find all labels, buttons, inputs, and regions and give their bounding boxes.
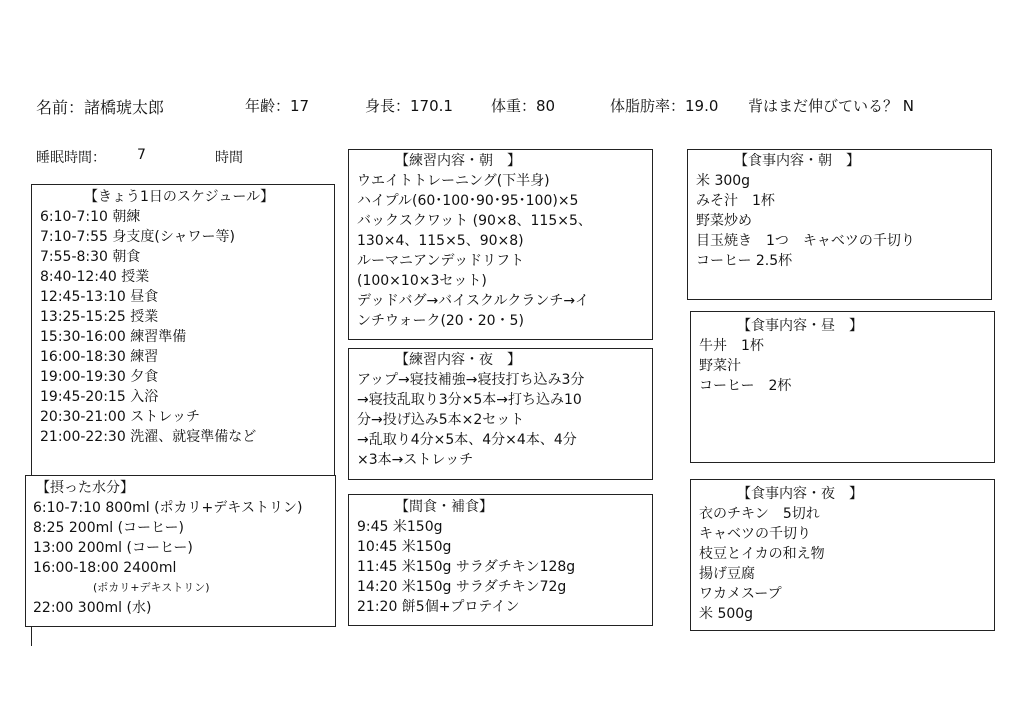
- meal-night-item: ワカメスープ: [699, 586, 782, 602]
- training-morning-item: バックスクワット (90×8、115×5、: [357, 213, 592, 229]
- schedule-title: 【きょう1日のスケジュール】: [84, 189, 275, 205]
- meal-night-item: キャベツの千切り: [699, 526, 811, 542]
- snack-item: 14:20 米150g サラダチキン72g: [357, 579, 567, 595]
- snack-item: 11:45 米150g サラダチキン128g: [357, 559, 576, 575]
- schedule-item: 21:00-22:30 洗濯、就寝準備など: [40, 429, 257, 445]
- meal-morning-item: 目玉焼き 1つ キャベツの千切り: [696, 233, 915, 249]
- water-item: (ポカリ+デキストリン): [93, 581, 210, 594]
- training-night-item: アップ→寝技補強→寝技打ち込み3分: [357, 372, 585, 388]
- name-label: 名前：諸橋琥太郎: [36, 98, 165, 117]
- training-night-box: [348, 348, 653, 480]
- schedule-item: 15:30-16:00 練習準備: [40, 329, 187, 345]
- water-item: 16:00-18:00 2400ml: [33, 560, 177, 576]
- meal-noon-item: 牛丼 1杯: [699, 338, 764, 354]
- schedule-list: [32, 207, 334, 447]
- meal-night-item: 衣のチキン 5切れ: [699, 506, 820, 522]
- growth-question: 背はまだ伸びている？ N: [748, 97, 914, 115]
- snacks-box: [348, 494, 653, 626]
- water-box-tail: [31, 626, 32, 646]
- training-morning-box: [348, 149, 653, 340]
- training-morning-item: (100×10×3セット): [357, 273, 487, 289]
- meal-morning-title: 【食事内容・朝 】: [734, 153, 860, 169]
- schedule-item: 12:45-13:10 昼食: [40, 289, 159, 305]
- meal-noon-item: コーヒー 2杯: [699, 378, 792, 394]
- meal-morning-item: 野菜炒め: [696, 213, 752, 229]
- meal-morning-box: [687, 149, 992, 300]
- snacks-list: [349, 517, 652, 617]
- water-item: 8:25 200ml (コーヒー): [33, 520, 184, 536]
- schedule-item: 7:10-7:55 身支度(シャワー等): [40, 229, 236, 245]
- meal-night-item: 揚げ豆腐: [699, 566, 755, 582]
- schedule-item: 19:45-20:15 入浴: [40, 389, 159, 405]
- meal-morning-item: みそ汁 1杯: [696, 193, 775, 209]
- training-morning-item: ンチウォーク(20・20・5): [357, 313, 524, 329]
- height-label: 身長：170.1: [365, 97, 453, 115]
- water-list: [26, 498, 335, 618]
- training-night-list: [349, 370, 652, 470]
- meal-night-box: [690, 479, 995, 631]
- schedule-item: 16:00-18:30 練習: [40, 349, 159, 365]
- sleep-value: 7: [137, 147, 146, 163]
- training-night-item: ×3本→ストレッチ: [357, 452, 474, 468]
- training-night-item: →乱取り4分×5本、4分×4本、4分: [357, 432, 577, 448]
- meal-night-list: [691, 504, 994, 624]
- schedule-item: 20:30-21:00 ストレッチ: [40, 409, 201, 425]
- training-morning-item: ウエイトトレーニング(下半身): [357, 173, 550, 189]
- schedule-box: [31, 184, 335, 476]
- training-night-item: →寝技乱取り3分×5本→打ち込み10: [357, 392, 582, 408]
- water-item: 6:10-7:10 800ml (ポカリ+デキストリン): [33, 500, 303, 516]
- age-label: 年齢：17: [245, 97, 310, 115]
- meal-night-item: 米 500g: [699, 606, 754, 622]
- meal-noon-box: [690, 311, 995, 463]
- training-morning-item: 130×4、115×5、90×8): [357, 233, 524, 249]
- meal-morning-item: 米 300g: [696, 173, 751, 189]
- sleep-label: 睡眠時間：: [36, 150, 106, 166]
- bodyfat-label: 体脂肪率：19.0: [610, 97, 719, 115]
- water-box: [25, 475, 336, 627]
- training-morning-item: デッドバグ→バイスクルクランチ→イ: [357, 293, 590, 309]
- weight-label: 体重：80: [491, 97, 556, 115]
- meal-morning-list: [688, 171, 991, 271]
- meal-noon-title: 【食事内容・昼 】: [737, 318, 863, 334]
- schedule-item: 8:40-12:40 授業: [40, 269, 150, 285]
- meal-morning-item: コーヒー 2.5杯: [696, 253, 793, 269]
- meal-night-title: 【食事内容・夜 】: [737, 486, 863, 502]
- training-night-title: 【練習内容・夜 】: [395, 352, 521, 368]
- snack-item: 21:20 餅5個+プロテイン: [357, 599, 520, 615]
- water-item: 13:00 200ml (コーヒー): [33, 540, 193, 556]
- water-title: 【摂った水分】: [36, 480, 134, 496]
- training-morning-list: [349, 171, 652, 331]
- meal-noon-item: 野菜汁: [699, 358, 741, 374]
- schedule-item: 6:10-7:10 朝練: [40, 209, 141, 225]
- meal-noon-list: [691, 336, 994, 396]
- snack-item: 9:45 米150g: [357, 519, 443, 535]
- water-item: 22:00 300ml (水): [33, 600, 152, 616]
- meal-night-item: 枝豆とイカの和え物: [699, 546, 825, 562]
- schedule-item: 13:25-15:25 授業: [40, 309, 159, 325]
- training-night-item: 分→投げ込み5本×2セット: [357, 412, 525, 428]
- training-morning-item: ハイプル(60･100･90･95･100)×5: [357, 193, 579, 209]
- schedule-item: 19:00-19:30 夕食: [40, 369, 159, 385]
- sleep-unit: 時間: [215, 150, 243, 166]
- snacks-title: 【間食・補食】: [395, 499, 493, 515]
- schedule-item: 7:55-8:30 朝食: [40, 249, 141, 265]
- training-morning-title: 【練習内容・朝 】: [395, 153, 521, 169]
- snack-item: 10:45 米150g: [357, 539, 452, 555]
- training-morning-item: ルーマニアンデッドリフト: [357, 253, 525, 269]
